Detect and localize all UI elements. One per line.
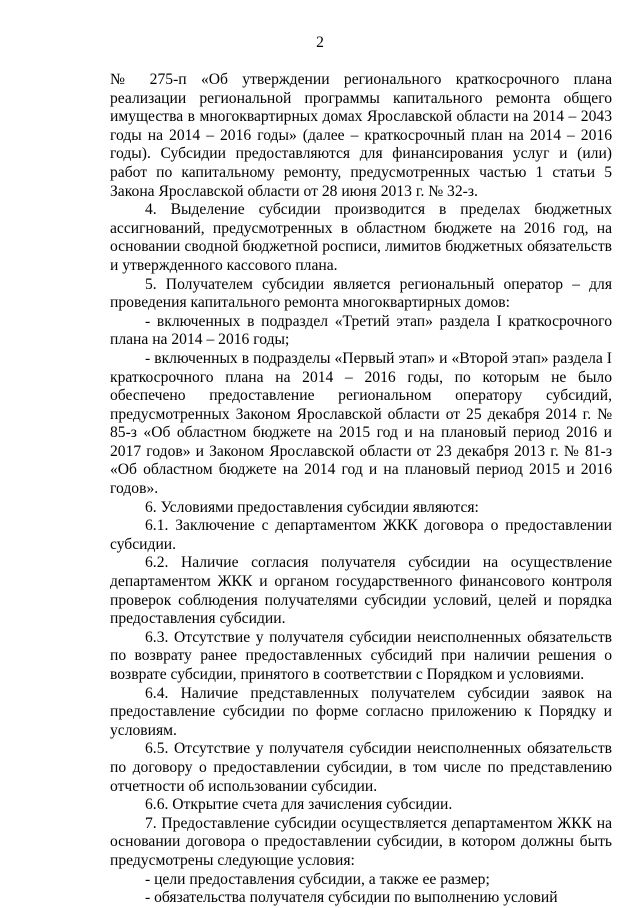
list-item-subsidy-purpose: - цели предоставления субсидии, а также ее размер;	[145, 870, 490, 888]
paragraph-6-6: 6.6. Открытие счета для зачисления субсидии.	[145, 796, 453, 814]
list-item-recipient-obligations: - обязательства получателя субсидии по выполнению условий	[145, 889, 558, 907]
list-item-first-second-stage: - включенных в подразделы «Первый этап» и «Второй этап» раздела I краткосрочного плана на 2014 – 2016 годы, по которым не было обеспечено предоставление региональном оператору субсидий, предусмотренных Законом Ярославской области от 25 декабря 2014 г. № 85-з «Об областном бюджете на 2015 год и на плановый период 2016 и 2017 годов» и Законом Ярославской области от 23 декабря 2013 г. № 81-з «Об областном бюджете на 2014 год и на плановый период 2015 и 2016 годов».	[110, 349, 612, 498]
paragraph-resolution-reference: № 275-п «Об утверждении регионального краткосрочного плана реализации региональной программы капитального ремонта общего имущества в многоквартирных домах Ярославской области на 2014 – 2043 годы на 2014 – 2016 годы» (далее – краткосрочный план на 2014 – 2016 годы). Субсидии предоставляются для финансирования услуг и (или) работ по капитальному ремонту, предусмотренных частью 1 статьи 5 Закона Ярославской области от 28 июня 2013 г. № 32-з.	[110, 71, 612, 200]
paragraph-6-1: 6.1. Заключение с департаментом ЖКК договора о предоставлении субсидии.	[110, 517, 612, 553]
paragraph-6-4: 6.4. Наличие представленных получателем субсидии заявок на предоставление субсидии по форме согласно приложению к Порядку и условиям.	[110, 684, 612, 739]
paragraph-4-subsidy-allocation: 4. Выделение субсидии производится в пределах бюджетных ассигнований, предусмотренных в областном бюджете на 2016 год, на основании сводной бюджетной росписи, лимитов бюджетных обязательств и утвержденного кассового плана.	[110, 201, 612, 274]
document-body	[110, 71, 612, 908]
paragraph-5-subsidy-recipient: 5. Получателем субсидии является региональный оператор – для проведения капитального ремонта многоквартирных домов:	[110, 275, 612, 312]
list-item-third-stage: - включенных в подраздел «Третий этап» раздела I краткосрочного плана на 2014 – 2016 годы;	[110, 312, 612, 349]
page-number: 2	[316, 34, 324, 51]
paragraph-6-3: 6.3. Отсутствие у получателя субсидии неисполненных обязательств по возврату ранее предоставленных субсидий при наличии решения о возврате субсидии, принятого в соответствии с Порядком и условиями.	[110, 628, 612, 683]
paragraph-7-subsidy-provision: 7. Предоставление субсидии осуществляется департаментом ЖКК на основании договора о предоставлении субсидии, в котором должны быть предусмотрены следующие условия:	[110, 814, 612, 869]
paragraph-6-conditions: 6. Условиями предоставления субсидии являются:	[145, 498, 479, 516]
paragraph-6-5: 6.5. Отсутствие у получателя субсидии неисполненных обязательств по договору о предоставлении субсидии, в том числе по представлению отчетности об использовании субсидии.	[110, 740, 612, 795]
paragraph-6-2: 6.2. Наличие согласия получателя субсидии на осуществление департаментом ЖКК и органом государственного финансового контроля проверок соблюдения получателями субсидии условий, целей и порядка предоставления субсидии.	[110, 554, 612, 628]
